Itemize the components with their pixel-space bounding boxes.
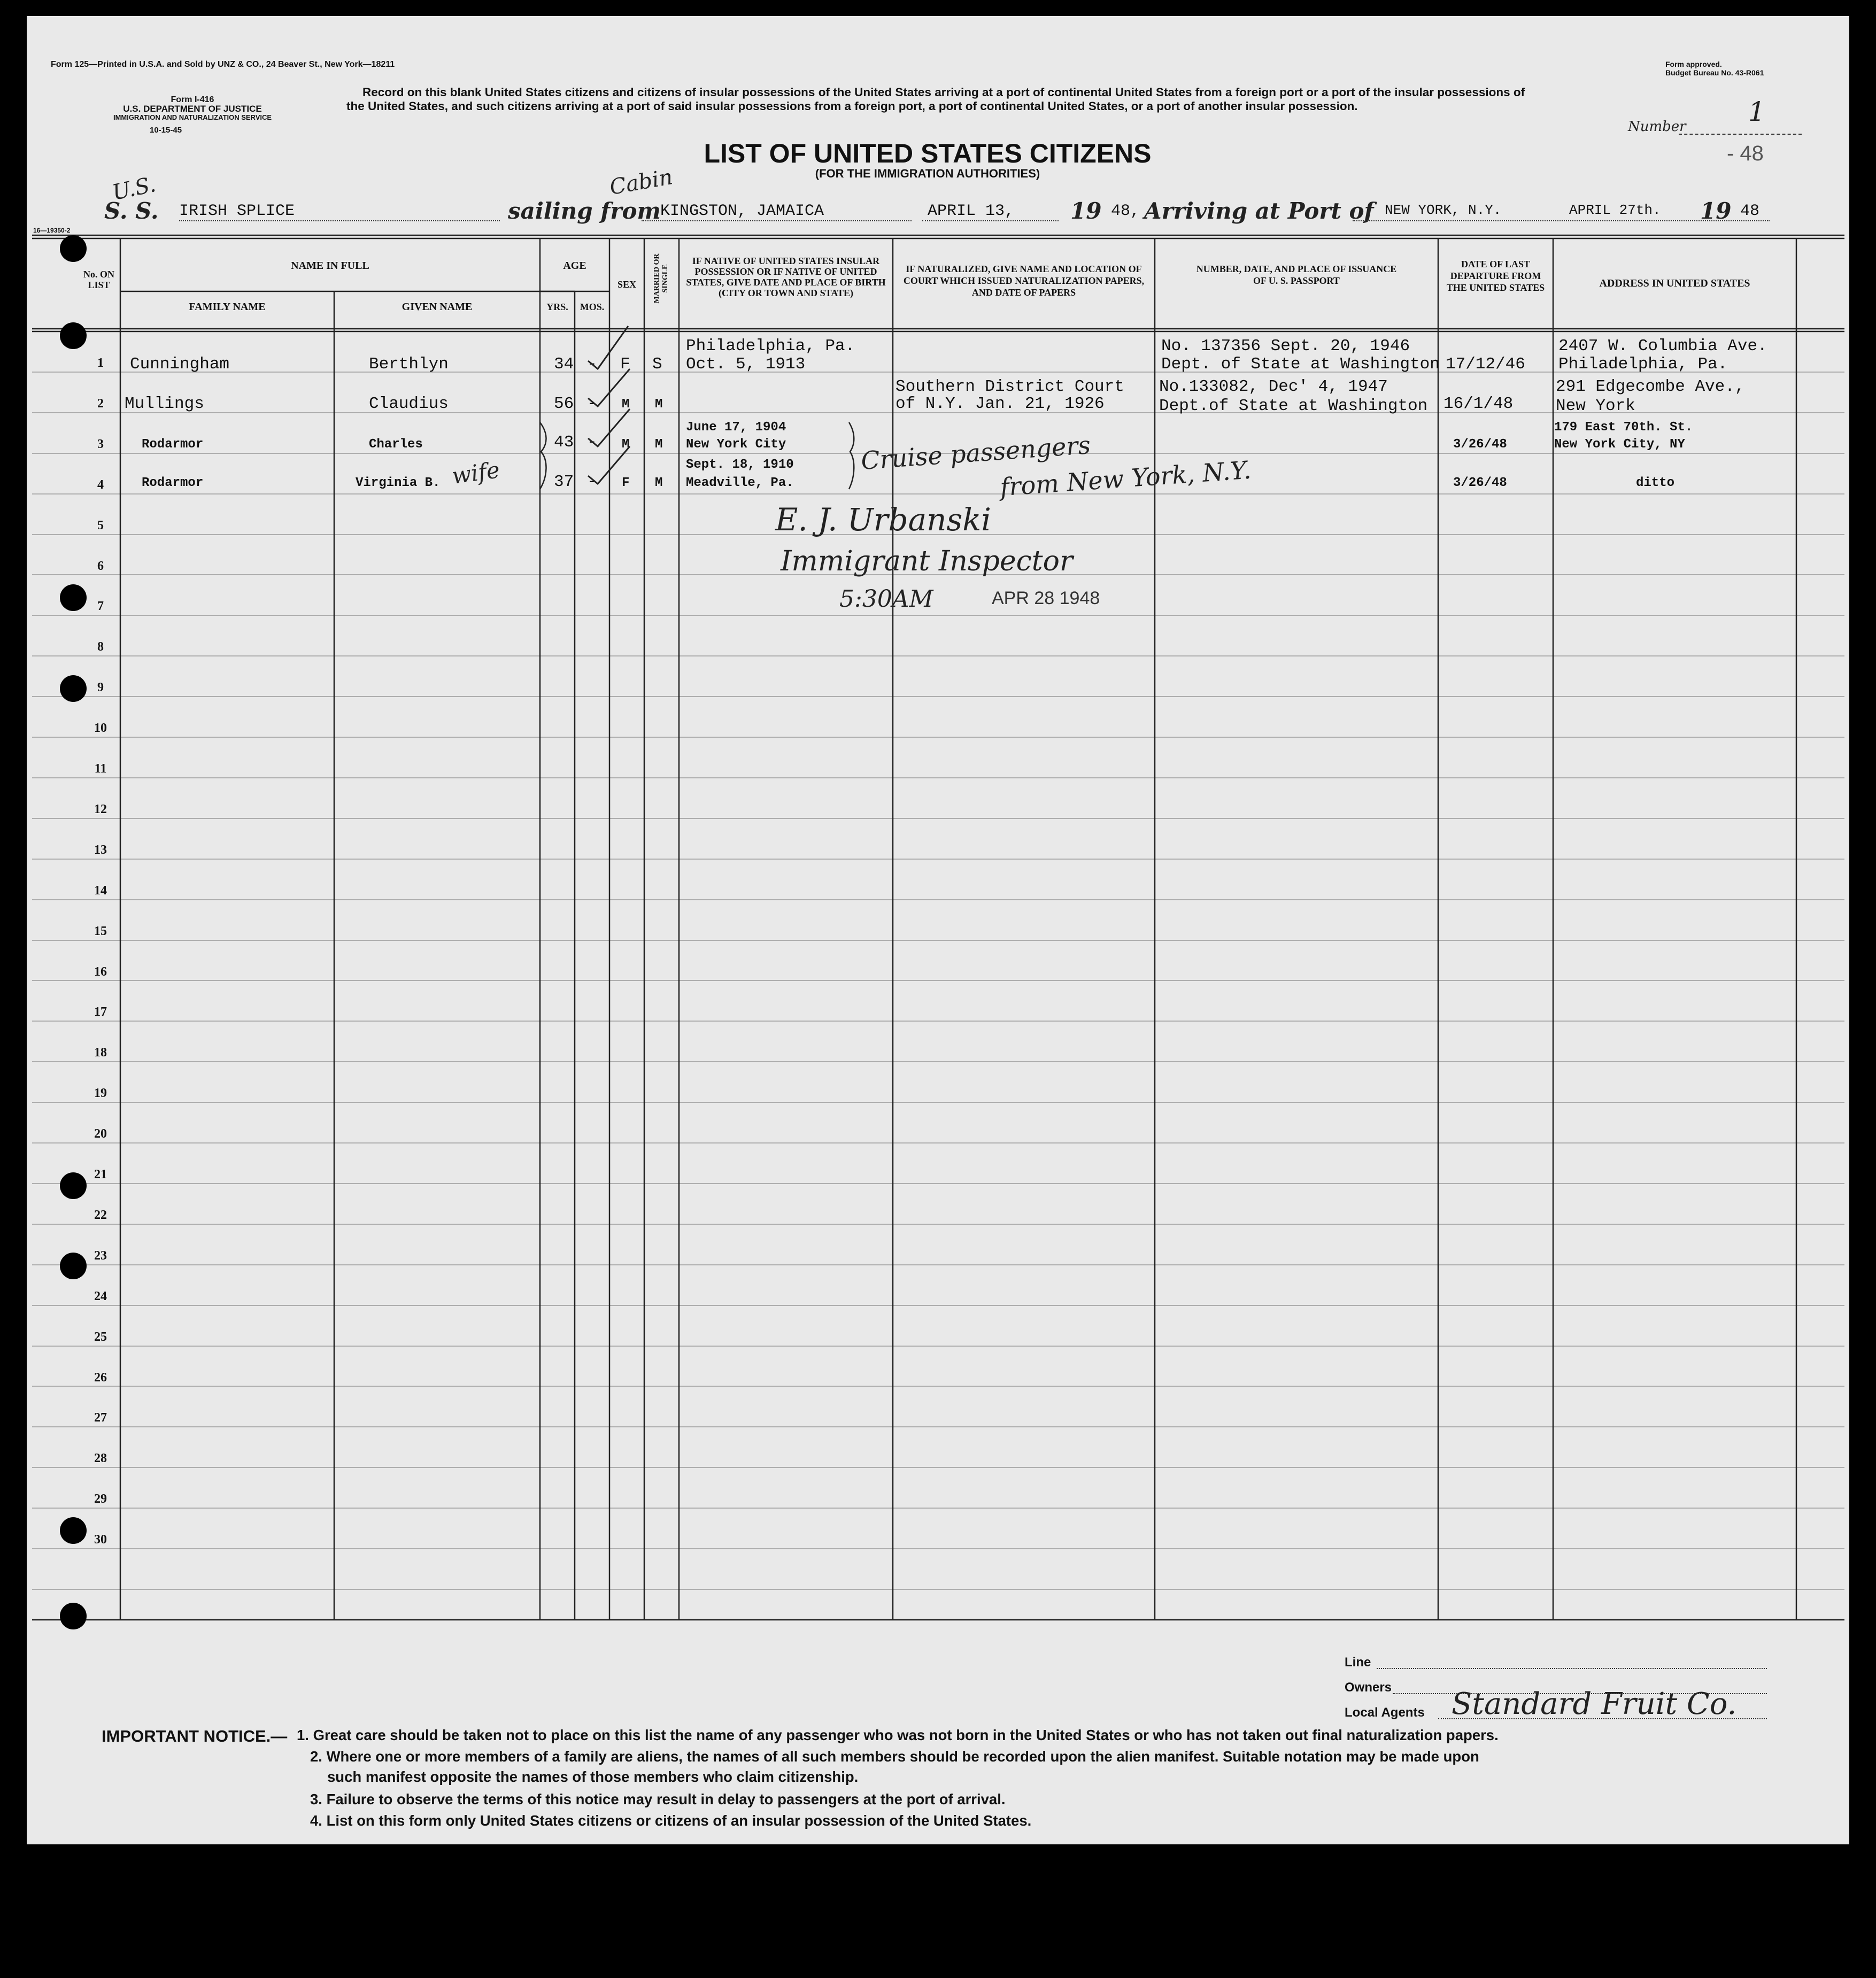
passport-number-cell: No.133082, Dec' 4, 1947: [1159, 377, 1388, 396]
row-number: 23: [94, 1249, 107, 1263]
number-value: 1: [1748, 96, 1765, 127]
wife-annotation: wife: [450, 456, 501, 490]
address-line-2-cell: New York: [1556, 397, 1635, 415]
age-mos-cell: -: [587, 355, 597, 374]
row-number: 24: [94, 1289, 107, 1303]
header-address: ADDRESS IN UNITED STATES: [1599, 277, 1750, 289]
side-code: 16—19350-2: [33, 227, 71, 234]
inspection-time: 5:30AM: [839, 585, 933, 613]
page-title: LIST OF UNITED STATES CITIZENS: [704, 138, 1152, 168]
family-name-cell: Cunningham: [130, 355, 230, 374]
departure-cell: 3/26/48: [1453, 437, 1507, 452]
birth-date-cell: June 17, 1904: [686, 420, 786, 435]
page-subtitle: (FOR THE IMMIGRATION AUTHORITIES): [815, 167, 1040, 180]
notice-item-1: 1. Great care should be taken not to place on this list the name of any passenger who was not born in the United States or who has not taken out final naturalization papers.: [297, 1727, 1499, 1743]
service: IMMIGRATION AND NATURALIZATION SERVICE: [113, 113, 272, 121]
row-number: 17: [94, 1005, 107, 1019]
header-departure: DATE OF LAST DEPARTURE FROM THE UNITED STATES: [1446, 259, 1545, 293]
sex-cell: M: [622, 397, 630, 412]
given-name-cell: Berthlyn: [369, 355, 449, 374]
row-number: 18: [94, 1046, 107, 1060]
row-number: 13: [94, 843, 107, 857]
status-cell: S: [652, 355, 662, 374]
header-no-on-list: No. ON LIST: [83, 269, 114, 290]
birth-place-cell: New York City: [686, 437, 786, 452]
address-line-1-cell: 179 East 70th. St.: [1554, 420, 1693, 435]
naturalization-court-cell: Southern District Court: [895, 377, 1124, 396]
inspection-stamp-date: APR 28 1948: [992, 588, 1100, 608]
department: U.S. DEPARTMENT OF JUSTICE: [123, 104, 262, 114]
row-number: 12: [94, 802, 107, 816]
row-number: 5: [97, 519, 104, 532]
header-age: AGE: [563, 260, 586, 272]
line-field: [1377, 1668, 1767, 1669]
notice-item-3: 3. Failure to observe the terms of this notice may result in delay to passengers at the port of arrival.: [310, 1791, 1006, 1807]
row-number: 15: [94, 924, 107, 938]
sailing-label: sailing from: [508, 198, 661, 224]
number-label: Number: [1628, 119, 1686, 135]
header-name-in-full: NAME IN FULL: [291, 260, 369, 272]
sex-cell: M: [622, 437, 630, 452]
address-line-1-cell: 291 Edgecombe Ave.,: [1556, 377, 1745, 396]
arrive-date: APRIL 27th.: [1569, 202, 1661, 218]
row-number: 7: [97, 599, 104, 613]
row-number: 8: [97, 640, 104, 654]
year-prefix-1: 19: [1070, 198, 1102, 224]
row-number: 19: [94, 1086, 107, 1100]
year-suffix-2: 48: [1740, 202, 1760, 220]
row-number: 10: [94, 721, 107, 735]
local-agents-signature: Standard Fruit Co.: [1452, 1687, 1737, 1721]
given-name-cell: Claudius: [369, 395, 449, 413]
status-cell: M: [655, 437, 663, 452]
row-number: 9: [97, 681, 104, 694]
inspector-signature: E. J. Urbanski: [775, 501, 991, 538]
budget-bureau: Budget Bureau No. 43-R061: [1665, 68, 1764, 77]
row-number: 27: [94, 1411, 107, 1425]
row-number: 14: [94, 884, 107, 898]
address-line-2-cell: New York City, NY: [1554, 437, 1685, 452]
line-label: Line: [1345, 1655, 1371, 1670]
form-approved: Form approved.: [1665, 60, 1722, 68]
birth-place-cell: Philadelphia, Pa.: [686, 337, 855, 356]
row-number: 28: [94, 1451, 107, 1465]
notice-item-2b: such manifest opposite the names of those members who claim citizenship.: [327, 1768, 859, 1785]
birth-date-cell: Oct. 5, 1913: [686, 355, 806, 374]
age-mos-cell: -: [587, 395, 597, 413]
cabin-annotation: Cabin: [607, 165, 675, 200]
to-port: NEW YORK, N.Y.: [1385, 202, 1502, 218]
sex-cell: F: [622, 476, 630, 490]
departure-cell: 3/26/48: [1453, 476, 1507, 490]
age-yrs-cell: 37: [554, 473, 574, 491]
row-number: 20: [94, 1127, 107, 1141]
family-name-cell: Mullings: [125, 395, 204, 413]
page-code: - 48: [1727, 142, 1764, 165]
passport-number-cell: No. 137356 Sept. 20, 1946: [1161, 337, 1410, 356]
depart-date: APRIL 13,: [928, 202, 1015, 220]
status-cell: M: [655, 476, 663, 490]
form-date: 10-15-45: [150, 126, 182, 135]
row-number: 25: [94, 1330, 107, 1344]
passport-place-cell: Dept.of State at Washington: [1159, 397, 1428, 415]
year-prefix-2: 19: [1700, 198, 1732, 224]
us-annotation: U.S.: [110, 172, 158, 205]
address-line-1-cell: ditto: [1636, 476, 1675, 490]
cruise-annotation-line-1: Cruise passengers: [860, 430, 1092, 475]
header-mos: MOS.: [580, 302, 605, 312]
age-mos-cell: -: [587, 433, 597, 452]
family-name-cell: Rodarmor: [142, 476, 204, 490]
notice-label: IMPORTANT NOTICE.—: [102, 1727, 288, 1745]
owners-label: Owners: [1345, 1680, 1392, 1695]
from-port: KINGSTON, JAMAICA: [660, 202, 824, 220]
cruise-annotation-line-2: from New York, N.Y.: [999, 455, 1252, 502]
row-number: 16: [94, 965, 107, 979]
age-yrs-cell: 43: [554, 433, 574, 452]
header-sex: SEX: [617, 279, 636, 290]
inspector-title: Immigrant Inspector: [781, 545, 1073, 577]
row-number: 22: [94, 1208, 107, 1222]
vessel-name: IRISH SPLICE: [179, 202, 295, 220]
header-naturalized: IF NATURALIZED, GIVE NAME AND LOCATION OF COURT WHICH ISSUED NATURALIZATION PAPERS, AND DATE OF PAPERS: [903, 264, 1145, 298]
row-number: 11: [94, 762, 107, 776]
naturalization-date-cell: of N.Y. Jan. 21, 1926: [895, 395, 1105, 413]
sex-cell: F: [620, 355, 630, 374]
status-cell: M: [655, 397, 663, 412]
header-yrs: YRS.: [546, 302, 568, 312]
header-married-or-single: MARRIED OR SINGLE: [653, 253, 669, 304]
birth-date-cell: Sept. 18, 1910: [686, 458, 794, 472]
row-number: 4: [97, 478, 104, 492]
age-yrs-cell: 34: [554, 355, 574, 374]
row-number: 6: [97, 559, 104, 573]
address-line-2-cell: Philadelphia, Pa.: [1558, 355, 1728, 374]
header-passport: NUMBER, DATE, AND PLACE OF ISSUANCE OF U. S. PASSPORT: [1196, 264, 1397, 286]
year-suffix-1: 48,: [1111, 202, 1140, 220]
form-number: Form I-416: [171, 95, 214, 104]
row-number: 29: [94, 1492, 107, 1506]
header-given-name: GIVEN NAME: [402, 301, 473, 313]
given-name-cell: Virginia B.: [356, 476, 441, 490]
instruction-text: Record on this blank United States citizens and citizens of insular possessions of the United States arriving at a port of continental United States from a foreign port or a port of the insular possessions of the United States, and such citizens arriving at a port of said insular possessions from a foreign port, a port of continental United States, or a port of another insular possession.: [346, 86, 1525, 113]
printer-line: Form 125—Printed in U.S.A. and Sold by UNZ & CO., 24 Beaver St., New York—18211: [51, 60, 395, 69]
birth-place-cell: Meadville, Pa.: [686, 476, 794, 490]
row-number: 1: [97, 356, 104, 370]
address-line-1-cell: 2407 W. Columbia Ave.: [1558, 337, 1767, 356]
row-number: 21: [94, 1168, 107, 1181]
age-yrs-cell: 56: [554, 395, 574, 413]
header-family-name: FAMILY NAME: [189, 301, 266, 313]
local-agents-label: Local Agents: [1345, 1705, 1425, 1720]
row-number: 30: [94, 1533, 107, 1547]
header-native: IF NATIVE OF UNITED STATES INSULAR POSSESSION OR IF NATIVE OF UNITED STATES, GIVE DATE AND PLACE OF BIRTH (CITY OR TOWN AND STATE): [686, 256, 886, 298]
notice-item-2a: 2. Where one or more members of a family are aliens, the names of all such members should be recorded upon the alien manifest. Suitable notation may be made upon: [310, 1748, 1479, 1765]
row-number: 26: [94, 1371, 107, 1385]
passport-place-cell: Dept. of State at Washington: [1161, 355, 1440, 374]
given-name-cell: Charles: [369, 437, 423, 452]
departure-cell: 16/1/48: [1443, 395, 1514, 413]
arriving-label: Arriving at Port of: [1144, 198, 1374, 224]
ss-label: S. S.: [104, 198, 159, 224]
row-number: 2: [97, 397, 104, 411]
row-number: 3: [97, 437, 104, 451]
departure-cell: 17/12/46: [1446, 355, 1525, 374]
notice-item-4: 4. List on this form only United States citizens or citizens of an insular possession of the United States.: [310, 1812, 1032, 1829]
family-name-cell: Rodarmor: [142, 437, 204, 452]
age-mos-cell: -: [587, 473, 597, 491]
